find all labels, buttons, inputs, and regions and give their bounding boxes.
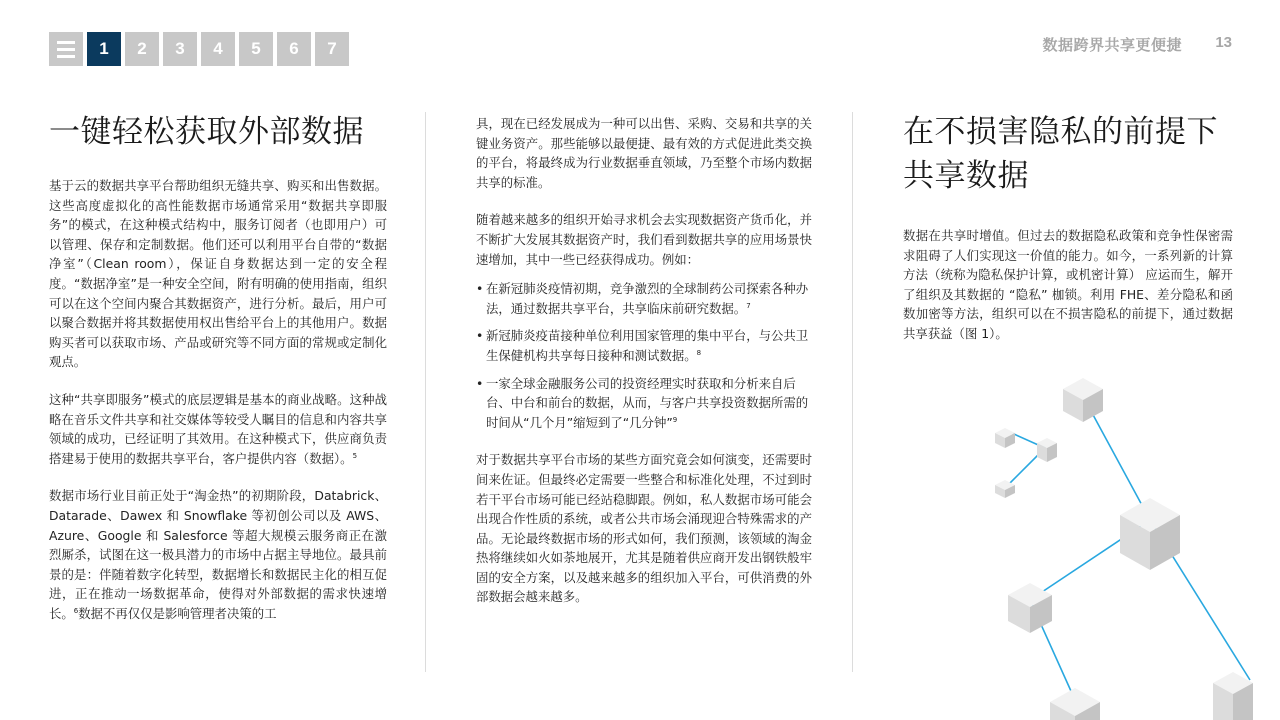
col1-paragraph-3-text-a: 数据市场行业目前正处于“淘金热”的初期阶段，Databrick、Datarade、Dawex 和 Snowflake 等初创公司以及 AWS、Azure、Google 和 Salesforce 等超大规模云服务商正在激烈厮杀，试图在这一极具潜力的市场中占据主导地位。最具前景的是：伴随着数字化转型，数据增长和数据民主化的相互促进，正在推动一场数据革命，使得对外部数据的需求快速增长。 xyxy=(49,488,387,621)
column-2 xyxy=(476,114,812,625)
nav-page-4[interactable]: 4 xyxy=(201,32,235,66)
column-divider-1 xyxy=(425,112,426,672)
col1-paragraph-1: 基于云的数据共享平台帮助组织无缝共享、购买和出售数据。这些高度虚拟化的高性能数据市场通常采用“数据共享即服务”的模式，在这种模式结构中，服务订阅者（也即用户）可以管理、保存和定制数据。他们还可以利用平台自带的“数据净室”（Clean room），保证自身数据达到一定的安全程度。“数据净室”是一种安全空间，附有明确的使用指南，组织可以在这个空间内聚合其数据资产，进行分析。最后，用户可以聚合数据并将其数据使用权出售给平台上的其他用户。数据购买者可以获取市场、产品或研究等不同方面的常规或定制化观点。 xyxy=(49,178,387,370)
column-3-heading xyxy=(903,110,1233,198)
section-title: 数据跨界共享更便捷 xyxy=(1042,36,1182,54)
col1-paragraph-2-text: 这种“共享即服务”模式的底层逻辑是基本的商业战略。这种战略在音乐文件共享和社交媒体等较受人瞩目的信息和内容共享领域的成功，已经证明了其效用。在这种模式下，供应商负责搭建易于使用的数据共享平台，客户提供内容（数据）。 xyxy=(49,391,387,466)
nav-page-1[interactable]: 1 xyxy=(87,32,121,66)
menu-button[interactable] xyxy=(49,32,83,66)
list-item xyxy=(476,279,812,318)
list-item-text: 一家全球金融服务公司的投资经理实时获取和分析来自后台、中台和前台的数据，从而，与客户共享投资数据所需的时间从“几个月”缩短到了“几分钟” xyxy=(486,375,809,430)
col2-paragraph-3: 对于数据共享平台市场的某些方面究竟会如何演变，还需要时间来佐证。但最终必定需要一些整合和标准化处理，不过到时若干平台市场可能已经站稳脚跟。例如，私人数据市场可能会出现合作性质的系统，或者公共市场会涌现迎合特殊需求的产品。无论最终数据市场的形式如何，我们预测，该领域的淘金热将继续如火如荼地展开，尤其是随着供应商开发出钢铁般牢固的安全方案，以及越来越多的组织加入平台，可供消费的外部数据会越来越多。 xyxy=(476,452,812,605)
column-3 xyxy=(903,110,1233,362)
cube-bottom-right xyxy=(1213,672,1253,720)
column-divider-2 xyxy=(852,112,853,672)
nav-page-7[interactable]: 7 xyxy=(315,32,349,66)
column-1-heading: 一键轻松获取外部数据 xyxy=(49,114,364,150)
list-item-text: 新冠肺炎疫苗接种单位利用国家管理的集中平台，与公共卫生保健机构共享每日接种和测试数据。 xyxy=(486,328,809,363)
cube-small-3 xyxy=(995,480,1015,498)
col1-paragraph-2 xyxy=(49,390,387,468)
col1-paragraph-3 xyxy=(49,486,387,623)
column-3-heading-line-2: 共享数据 xyxy=(903,158,1029,194)
nav-page-6[interactable]: 6 xyxy=(277,32,311,66)
footnote-ref-9[interactable]: 9 xyxy=(672,415,678,424)
page-navigation xyxy=(49,32,349,66)
col2-paragraph-1: 具，现在已经发展成为一种可以出售、采购、交易和共享的关键业务资产。那些能够以最便捷、最有效的方式促进此类交换的平台，将最终成为行业数据垂直领域，乃至整个市场内数据共享的标准。 xyxy=(476,116,812,190)
example-list xyxy=(476,279,812,432)
nav-page-2[interactable]: 2 xyxy=(125,32,159,66)
nav-page-3[interactable]: 3 xyxy=(163,32,197,66)
col3-paragraph-1: 数据在共享时增值。但过去的数据隐私政策和竞争性保密需求阻碍了人们实现这一价值的能力。如今，一系列新的计算方法（统称为隐私保护计算，或机密计算） 应运而生，解开了组织及其数据的 “隐私” 枷锁。利用 FHE、差分隐私和函数加密等方法，组织可以在不损害隐私的前提下，通过数据共享获益（图 1）。 xyxy=(903,228,1233,341)
list-item xyxy=(476,374,812,433)
cube-small-1 xyxy=(995,428,1015,448)
network-cubes-illustration xyxy=(985,370,1280,720)
cube-top xyxy=(1063,378,1103,422)
list-item xyxy=(476,326,812,365)
footnote-ref-5[interactable]: 5 xyxy=(352,451,358,460)
page-number: 13 xyxy=(1215,34,1232,51)
cube-small-2 xyxy=(1037,438,1057,462)
col1-paragraph-3-text-b: 数据不再仅仅是影响管理者决策的工 xyxy=(78,605,277,621)
col2-paragraph-2: 随着越来越多的组织开始寻求机会去实现数据资产货币化，并不断扩大发展其数据资产时，我们看到数据共享的应用场景快速增加，其中一些已经获得成功。例如： xyxy=(476,212,812,267)
nav-page-5[interactable]: 5 xyxy=(239,32,273,66)
footnote-ref-8[interactable]: 8 xyxy=(696,348,702,357)
column-1 xyxy=(49,110,387,641)
footnote-ref-7[interactable]: 7 xyxy=(746,301,751,310)
menu-icon xyxy=(57,41,75,58)
cube-bottom-left xyxy=(1050,688,1100,720)
footnote-ref-6[interactable]: 6 xyxy=(73,606,79,615)
list-item-text: 在新冠肺炎疫情初期，竞争激烈的全球制药公司探索各种办法，通过数据共享平台，共享临床前研究数据。 xyxy=(486,281,809,316)
cube-large xyxy=(1120,498,1180,570)
column-3-heading-line-1: 在不损害隐私的前提下 xyxy=(903,114,1218,150)
